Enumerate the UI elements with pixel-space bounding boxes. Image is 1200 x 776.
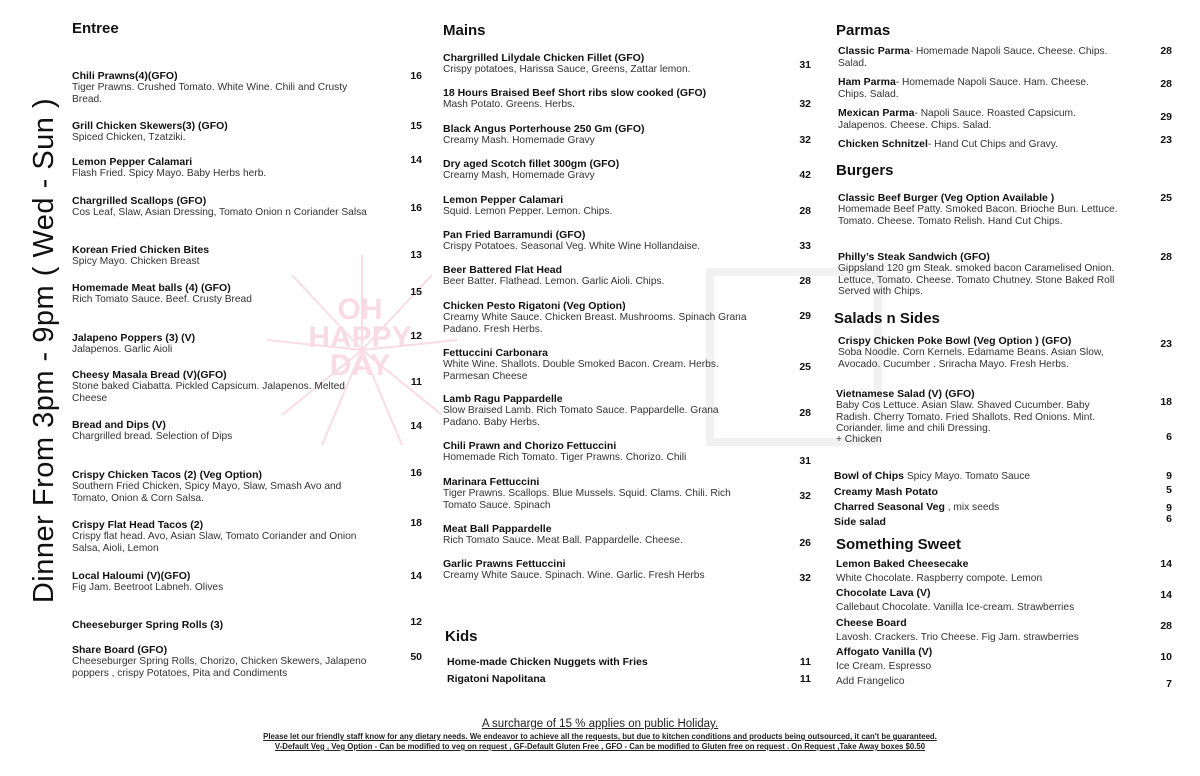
menu-item: Affogato Vanilla (V) Ice Cream. Espresso 10 — [836, 646, 1172, 672]
menu-item: Lemon Baked Cheesecake White Chocolate. Raspberry compote. Lemon 14 — [836, 558, 1172, 584]
menu-item: Share Board (GFO) Cheeseburger Spring Rolls, Chorizo, Chicken Skewers, Jalapeno poppers , crispy Potatoes, Pita and Condiments 50 — [72, 644, 422, 679]
menu-item: Home-made Chicken Nuggets with Fries 11 — [447, 656, 811, 668]
menu-item: Chicken Pesto Rigatoni (Veg Option) Creamy White Sauce. Chicken Breast. Mushrooms. Spinach Grana Padano. Fresh Herbs. 29 — [443, 300, 811, 335]
salads-title: Salads n Sides — [834, 310, 940, 327]
vertical-title: Dinner From 3pm - 9pm ( Wed - Sun ) — [28, 97, 61, 603]
menu-item: Philly’s Steak Sandwich (GFO) Gippsland 120 gm Steak. smoked bacon Caramelised Onion. Lettuce, Tomato. Cheese. Tomato Chutney. Stone Baked Roll Served with Chips. 28 — [838, 251, 1172, 297]
surcharge-note: A surcharge of 15 % applies on public Holiday. — [481, 718, 719, 730]
menu-item: Side salad 6 — [834, 513, 1172, 528]
menu-item: Crispy Chicken Tacos (2) (Veg Option) Southern Fried Chicken, Spicy Mayo, Slaw, Smash Avo and Tomato, Onion & Corn Salsa. 16 — [72, 467, 422, 504]
menu-item: Marinara Fettuccini Tiger Prawns. Scallops. Blue Mussels. Squid. Clams. Chili. Rich Tomato Sauce. Spinach 32 — [443, 476, 811, 511]
dietary-note: Please let our friendly staff know for any dietary needs. We endeavor to achieve all the requests, but due to kitchen conditions and products being outsourced, it can't be guaranteed. — [263, 732, 937, 741]
menu-item: Jalapeno Poppers (3) (V) Jalapenos. Garlic Aioli 12 — [72, 330, 422, 355]
menu-item: Ham Parma- Homemade Napoli Sauce. Ham. Cheese. Chips. Salad. 28 — [838, 76, 1172, 100]
menu-item: Lamb Ragu Pappardelle Slow Braised Lamb. Rich Tomato Sauce. Pappardelle. Grana Padano. Baby Herbs. 28 — [443, 393, 811, 428]
menu-item: Chocolate Lava (V) Callebaut Chocolate. Vanilla Ice-cream. Strawberries 14 — [836, 587, 1172, 613]
menu-item: Charred Seasonal Veg , mix seeds 9 — [834, 501, 1172, 514]
burgers-title: Burgers — [836, 162, 894, 179]
menu-item: Dry aged Scotch fillet 300gm (GFO) Creamy Mash, Homemade Gravy 42 — [443, 158, 811, 181]
menu-item: Cheesy Masala Bread (V)(GFO) Stone baked Ciabatta. Pickled Capsicum. Jalapenos. Melted Cheese 11 — [72, 369, 422, 404]
menu-item: Cheeseburger Spring Rolls (3) 12 — [72, 616, 422, 631]
menu-item: 18 Hours Braised Beef Short ribs slow cooked (GFO) Mash Potato. Greens. Herbs. 32 — [443, 87, 811, 110]
menu-item: Chicken Schnitzel- Hand Cut Chips and Gravy. 23 — [838, 134, 1172, 150]
menu-item: Classic Beef Burger (Veg Option Available ) Homemade Beef Patty. Smoked Bacon. Brioche Bun. Lettuce. Tomato. Cheese. Tomato Relish. Hand Cut Chips. 25 — [838, 192, 1172, 227]
entree-title: Entree — [72, 20, 119, 37]
watermark-text: OH HAPPY DAY — [308, 293, 412, 382]
menu-item: Pan Fried Barramundi (GFO) Crispy Potatoes. Seasonal Veg. White Wine Hollandaise. 33 — [443, 229, 811, 252]
menu-item: Black Angus Porterhouse 250 Gm (GFO) Creamy Mash. Homemade Gravy 32 — [443, 123, 811, 146]
menu-item: Meat Ball Pappardelle Rich Tomato Sauce. Meat Ball. Pappardelle. Cheese. 26 — [443, 523, 811, 549]
menu-item: Bread and Dips (V) Chargrilled bread. Selection of Dips 14 — [72, 419, 422, 442]
menu-item: Add Frangelico 7 — [836, 676, 1172, 690]
sweet-title: Something Sweet — [836, 536, 962, 553]
menu-item: Lemon Pepper Calamari Flash Fried. Spicy Mayo. Baby Herbs herb. 14 — [72, 154, 422, 179]
legend-note: V-Default Veg , Veg Option - Can be modified to veg on request , GF-Default Gluten Free , GFO - Can be modified to Gluten free on request . On Request ,Take Away boxes $0.50 — [274, 742, 926, 751]
menu-item: Mexican Parma- Napoli Sauce. Roasted Capsicum. Jalapenos. Cheese. Chips. Salad. 29 — [838, 107, 1172, 131]
menu-item: Crispy Chicken Poke Bowl (Veg Option ) (GFO) Soba Noodle. Corn Kernels. Edamame Beans. Asian Slow, Avocado. Cucumber . Sriracha Mayo. Fresh Herbs. 23 — [838, 335, 1172, 370]
menu-item: Grill Chicken Skewers(3) (GFO) Spiced Chicken, Tzatziki. 15 — [72, 120, 422, 143]
menu-item: Garlic Prawns Fettuccini Creamy White Sauce. Spinach. Wine. Garlic. Fresh Herbs 32 — [443, 558, 811, 584]
menu-item: Creamy Mash Potato 5 — [834, 484, 1172, 498]
mains-title: Mains — [443, 22, 486, 39]
kids-title: Kids — [445, 628, 478, 645]
menu-item: Fettuccini Carbonara White Wine. Shallots. Double Smoked Bacon. Cream. Herbs. Parmesan Cheese 25 — [443, 347, 811, 382]
menu-item: Vietnamese Salad (V) (GFO) Baby Cos Lettuce. Asian Slaw. Shaved Cucumber. Baby Radish. Cherry Tomato. Fried Shallots. Red Onions. Mint. Coriander. lime and chili Dressing. 18 — [836, 388, 1172, 434]
menu-item: Bowl of Chips Spicy Mayo. Tomato Sauce 9 — [834, 470, 1172, 482]
menu-item: Chargrilled Scallops (GFO) Cos Leaf, Slaw, Asian Dressing, Tomato Onion n Coriander Salsa 16 — [72, 195, 422, 218]
menu-item: + Chicken 6 — [836, 431, 1172, 445]
menu-item: Cheese Board Lavosh. Crackers. Trio Cheese. Fig Jam. strawberries 28 — [836, 617, 1172, 643]
menu-item: Crispy Flat Head Tacos (2) Crispy flat head. Avo, Asian Slaw, Tomato Coriander and Onion Salsa, Aioli, Lemon 18 — [72, 517, 422, 554]
parmas-title: Parmas — [836, 22, 891, 39]
menu-item: Chili Prawns(4)(GFO) Tiger Prawns. Crushed Tomato. White Wine. Chili and Crusty Bread. 16 — [72, 70, 422, 105]
menu-item: Chargrilled Lilydale Chicken Fillet (GFO) Crispy potatoes, Harissa Sauce, Greens, Zattar lemon. 31 — [443, 52, 811, 75]
menu-item: Chili Prawn and Chorizo Fettuccini Homemade Rich Tomato. Tiger Prawns. Chorizo. Chili 31 — [443, 440, 811, 467]
menu-item: Local Haloumi (V)(GFO) Fig Jam. Beetroot Labneh. Olives 14 — [72, 570, 422, 593]
menu-item: Lemon Pepper Calamari Squid. Lemon Pepper. Lemon. Chips. 28 — [443, 194, 811, 217]
menu-item: Rigatoni Napolitana 11 — [447, 673, 811, 685]
menu-item: Korean Fried Chicken Bites Spicy Mayo. Chicken Breast 13 — [72, 244, 422, 267]
menu-item: Homemade Meat balls (4) (GFO) Rich Tomato Sauce. Beef. Crusty Bread 15 — [72, 282, 422, 305]
menu-item: Classic Parma- Homemade Napoli Sauce. Cheese. Chips. Salad. 28 — [838, 45, 1172, 69]
menu-item: Beer Battered Flat Head Beer Batter. Flathead. Lemon. Garlic Aioli. Chips. 28 — [443, 264, 811, 287]
